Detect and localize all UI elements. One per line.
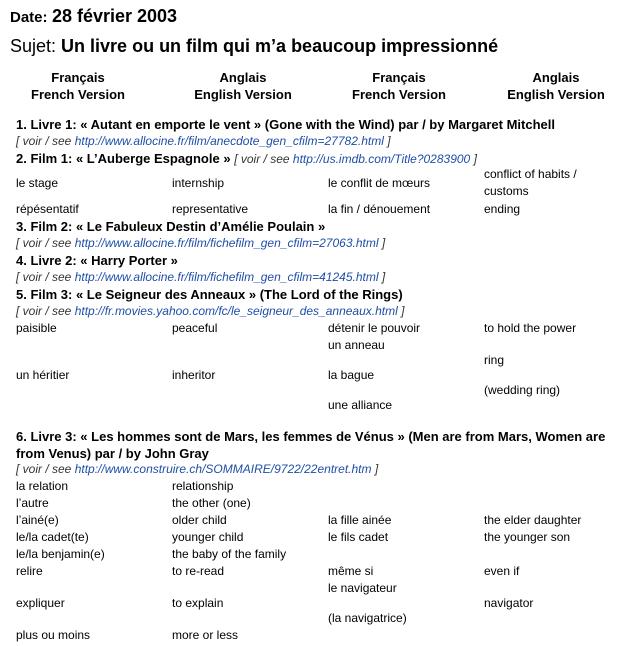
- vocab-cell: détenir le pouvoir: [328, 321, 421, 335]
- date-line: [10, 6, 177, 27]
- see-prefix: [ voir / see: [16, 236, 72, 250]
- vocab-cell: conflict of habits / customs: [484, 167, 577, 198]
- vocab-cell: representative: [172, 202, 249, 216]
- vocab-cell: to hold the power: [484, 321, 577, 335]
- item-6-link[interactable]: http://www.construire.ch/SOMMAIRE/9722/22entret.htm: [74, 462, 372, 476]
- see-prefix: [ voir / see: [16, 134, 72, 148]
- column-header-english-1: [165, 69, 321, 103]
- vocab-cell: paisible: [16, 321, 57, 335]
- see-prefix: [ voir / see: [234, 152, 290, 166]
- vocab-cell: (wedding ring): [484, 383, 561, 397]
- vocab-cell: l’ainé(e): [16, 513, 59, 527]
- vocab-cell: même si: [328, 564, 374, 578]
- vocab-cell: la relation: [16, 479, 69, 493]
- see-suffix: ]: [381, 270, 386, 284]
- item-4-link[interactable]: http://www.allocine.fr/film/fichefilm_gen_cfilm=41245.html: [74, 270, 379, 284]
- see-prefix: [ voir / see: [16, 270, 72, 284]
- item-5-reference: [16, 303, 404, 320]
- vocab-cell: le navigateur: [328, 581, 397, 595]
- subject-label: Sujet:: [10, 36, 57, 56]
- item-1-link[interactable]: http://www.allocine.fr/film/anecdote_gen_cfilm=27782.html: [74, 134, 384, 148]
- column-header-french-1: [0, 69, 156, 103]
- subject-line: [10, 36, 498, 57]
- item-2-title: 2. Film 1: « L’Auberge Espagnole »: [16, 151, 231, 166]
- vocab-cell: la fin / dénouement: [328, 202, 431, 216]
- item-1-reference: [16, 133, 391, 150]
- vocab-cell: relire: [16, 564, 43, 578]
- vocab-cell: inheritor: [172, 368, 216, 382]
- column-header-french-2: [321, 69, 477, 103]
- vocab-cell: le fils cadet: [328, 530, 389, 544]
- vocab-cell: plus ou moins: [16, 628, 91, 642]
- vocab-cell: le stage: [16, 176, 59, 190]
- vocab-cell: la bague: [328, 368, 375, 382]
- item-2-line: [16, 150, 477, 168]
- vocab-cell: navigator: [484, 596, 534, 610]
- vocab-cell: older child: [172, 513, 227, 527]
- column-header-line: Français: [51, 70, 105, 85]
- column-header-line: Anglais: [219, 70, 267, 85]
- see-prefix: [ voir / see: [16, 304, 72, 318]
- column-header-line: English Version: [507, 87, 605, 102]
- item-2-link[interactable]: http://us.imdb.com/Title?0283900: [292, 152, 471, 166]
- vocab-cell: the elder daughter: [484, 513, 582, 527]
- vocab-cell: l’autre: [16, 496, 49, 510]
- see-suffix: ]: [381, 236, 386, 250]
- vocab-cell: peaceful: [172, 321, 218, 335]
- column-header-line: Français: [372, 70, 426, 85]
- column-header-line: English Version: [194, 87, 292, 102]
- vocab-cell: even if: [484, 564, 520, 578]
- see-prefix: [ voir / see: [16, 462, 72, 476]
- subject-value: Un livre ou un film qui m’a beaucoup impressionné: [61, 36, 499, 56]
- vocab-cell: le/la cadet(te): [16, 530, 89, 544]
- column-header-english-2: [478, 69, 633, 103]
- vocab-cell: une alliance: [328, 398, 393, 412]
- vocab-cell: ring: [484, 353, 505, 367]
- date-value: 28 février 2003: [51, 6, 178, 26]
- item-6-title: 6. Livre 3: « Les hommes sont de Mars, les femmes de Vénus » (Men are from Mars, Women are from Venus) par / by John Gray: [16, 429, 606, 461]
- vocab-cell: the other (one): [172, 496, 251, 510]
- item-3-title: 3. Film 2: « Le Fabuleux Destin d’Amélie Poulain »: [16, 219, 326, 234]
- vocab-cell: la fille ainée: [328, 513, 392, 527]
- see-suffix: ]: [387, 134, 391, 148]
- vocab-cell: ending: [484, 202, 521, 216]
- vocab-cell: répésentatif: [16, 202, 79, 216]
- vocab-cell: to re-read: [172, 564, 225, 578]
- vocab-cell: le conflit de mœurs: [328, 176, 431, 190]
- vocab-cell: the younger son: [484, 530, 571, 544]
- vocab-cell: the baby of the family: [172, 547, 287, 561]
- vocab-cell: expliquer: [16, 596, 65, 610]
- vocab-cell: relationship: [172, 479, 234, 493]
- vocab-cell: (la navigatrice): [328, 611, 407, 625]
- item-5-title: 5. Film 3: « Le Seigneur des Anneaux » (The Lord of the Rings): [16, 287, 403, 302]
- item-3-reference: [16, 235, 385, 252]
- item-4-reference: [16, 269, 385, 286]
- see-suffix: ]: [401, 304, 405, 318]
- item-1-title: 1. Livre 1: « Autant en emporte le vent » (Gone with the Wind) par / by Margaret Mitchell: [16, 117, 555, 132]
- column-header-line: French Version: [352, 87, 446, 102]
- item-6-reference: [16, 461, 378, 478]
- vocab-cell: un héritier: [16, 368, 70, 382]
- item-4-title: 4. Livre 2: « Harry Porter »: [16, 253, 178, 268]
- vocab-cell: younger child: [172, 530, 244, 544]
- column-header-line: French Version: [31, 87, 125, 102]
- vocab-cell: to explain: [172, 596, 224, 610]
- item-5-link[interactable]: http://fr.movies.yahoo.com/fc/le_seigneur_des_anneaux.html: [74, 304, 398, 318]
- vocab-cell: le/la benjamin(e): [16, 547, 105, 561]
- vocab-cell: un anneau: [328, 338, 385, 352]
- see-suffix: ]: [473, 152, 477, 166]
- column-header-line: Anglais: [532, 70, 580, 85]
- see-suffix: ]: [374, 462, 379, 476]
- vocab-cell: more or less: [172, 628, 239, 642]
- date-label: Date:: [10, 9, 48, 26]
- item-3-link[interactable]: http://www.allocine.fr/film/fichefilm_gen_cfilm=27063.html: [74, 236, 379, 250]
- vocab-cell: internship: [172, 176, 225, 190]
